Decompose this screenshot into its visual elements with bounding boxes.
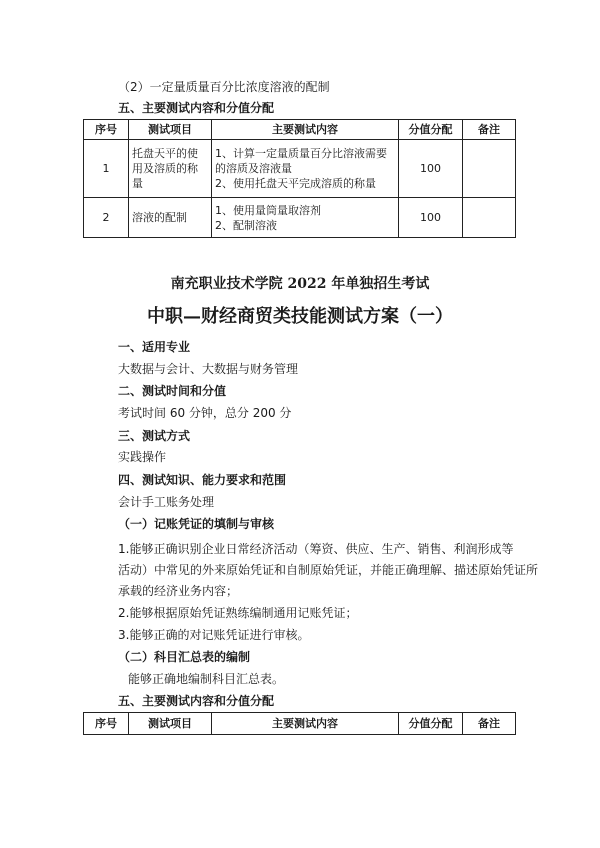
row-score: 100: [399, 198, 463, 238]
section-4-heading: 四、测试知识、能力要求和范围: [118, 473, 287, 487]
content-line: 2、使用托盘天平完成溶质的称量: [215, 177, 376, 190]
header-num: 序号: [84, 713, 129, 735]
row-content: [212, 198, 399, 238]
subsection-1-heading: （一）记账凭证的填制与审核: [118, 517, 275, 531]
section-2-heading: 二、测试时间和分值: [118, 384, 227, 398]
header-content: 主要测试内容: [212, 120, 399, 140]
paragraph-1-line-1: 1.能够正确识别企业日常经济活动（筹资、供应、生产、销售、利润形成等: [118, 542, 514, 556]
header-score: 分值分配: [399, 120, 463, 140]
header-score: 分值分配: [399, 713, 463, 735]
row-remark: [463, 140, 516, 198]
header-remark: 备注: [463, 120, 516, 140]
content-line: 2、配制溶液: [215, 218, 277, 232]
row-num: 2: [84, 198, 129, 238]
section-2-text: 考试时间 60 分钟，总分 200 分: [118, 406, 292, 420]
header-content: 主要测试内容: [212, 713, 399, 735]
paragraph-2: 2.能够根据原始凭证熟练编制通用记账凭证；: [118, 606, 358, 620]
section-5-heading: 五、主要测试内容和分值分配: [118, 694, 275, 708]
test-content-table-bottom: [83, 712, 516, 735]
item-2-text: （2）一定量质量百分比浓度溶液的配制: [118, 80, 330, 94]
exam-title: 南充职业技术学院 2022 年单独招生考试: [170, 276, 430, 292]
section-1-heading: 一、适用专业: [118, 340, 191, 354]
paragraph-1-line-3: 承载的经济业务内容；: [118, 584, 239, 598]
row-content: [212, 140, 399, 198]
section-1-text: 大数据与会计、大数据与财务管理: [118, 362, 299, 376]
section-5-heading-top: 五、主要测试内容和分值分配: [118, 101, 275, 115]
header-project: 测试项目: [129, 713, 212, 735]
header-num: 序号: [84, 120, 129, 140]
subsection-2-heading: （二）科目汇总表的编制: [118, 650, 251, 664]
section-3-heading: 三、测试方式: [118, 429, 191, 443]
paragraph-3: 3.能够正确的对记账凭证进行审核。: [118, 628, 310, 642]
section-4-text: 会计手工账务处理: [118, 495, 215, 509]
test-content-table-top: [83, 119, 516, 238]
row-score: 100: [399, 140, 463, 198]
subsection-2-text: 能够正确地编制科目汇总表。: [128, 672, 285, 686]
table-header-row: [84, 120, 516, 140]
row-project: 溶液的配制: [129, 198, 212, 238]
table-row: [84, 198, 516, 238]
content-line: 1、计算一定量质量百分比溶液需要的溶质及溶液量: [215, 147, 387, 175]
exam-subtitle: 中职—财经商贸类技能测试方案（一）: [147, 306, 453, 327]
row-num: 1: [84, 140, 129, 198]
table-header-row: [84, 713, 516, 735]
section-3-text: 实践操作: [118, 450, 167, 464]
table-row: [84, 140, 516, 198]
paragraph-1-line-2: 活动）中常见的外来原始凭证和自制原始凭证，并能正确理解、描述原始凭证所: [118, 563, 539, 577]
content-line: 1、使用量筒量取溶剂: [215, 203, 321, 217]
row-project: 托盘天平的使用及溶质的称量: [129, 140, 212, 198]
header-project: 测试项目: [129, 120, 212, 140]
row-remark: [463, 198, 516, 238]
header-remark: 备注: [463, 713, 516, 735]
